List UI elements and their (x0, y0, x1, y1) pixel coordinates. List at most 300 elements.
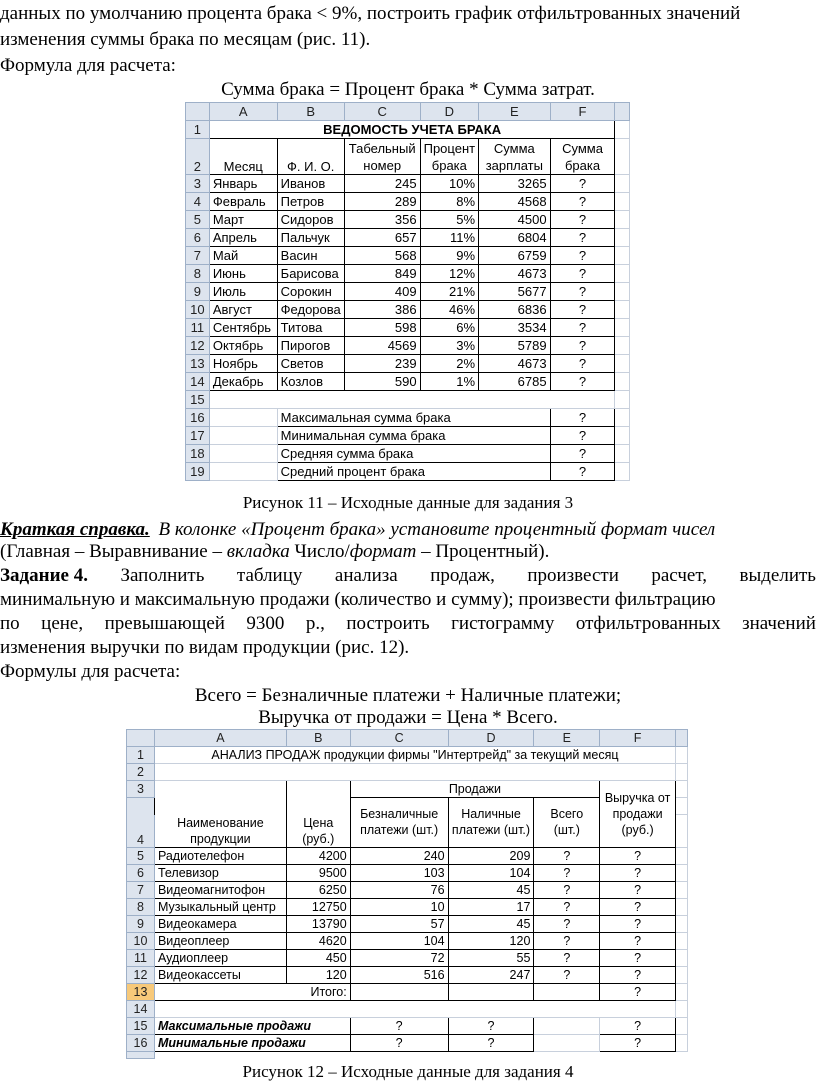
table-cell[interactable]: 10% (420, 175, 478, 193)
note-line (0, 518, 816, 542)
table-cell[interactable]: 590 (344, 373, 420, 391)
cell[interactable]: ? (350, 1034, 448, 1051)
table-cell[interactable]: 4620 (286, 932, 350, 949)
row-header[interactable] (127, 798, 155, 815)
row-header[interactable]: 3 (127, 781, 155, 798)
table-cell[interactable]: Ноябрь (209, 355, 277, 373)
row-header[interactable]: 16 (127, 1034, 155, 1051)
spreadsheet-figure-11 (185, 102, 630, 481)
row-header[interactable]: 18 (186, 445, 210, 463)
column-header[interactable]: A (209, 103, 277, 121)
table-cell[interactable]: 3% (420, 337, 478, 355)
column-header[interactable] (615, 103, 630, 121)
task-word: отфильтрованных (575, 613, 721, 634)
column-header[interactable]: A (154, 730, 286, 747)
header-cell[interactable]: Наименование продукции (154, 815, 286, 848)
table-cell[interactable]: 386 (344, 301, 420, 319)
table-cell[interactable]: 103 (350, 864, 448, 881)
table-cell[interactable]: 516 (350, 966, 448, 983)
note-text: (Главная – Выравнивание – (0, 541, 227, 562)
table-cell[interactable]: ? (600, 932, 676, 949)
cell[interactable] (615, 139, 630, 175)
table-cell[interactable]: 657 (344, 229, 420, 247)
figure-caption: Рисунок 11 – Исходные данные для задания 3 (242, 493, 574, 512)
task-word: расчет, (651, 565, 707, 586)
table-cell[interactable]: 598 (344, 319, 420, 337)
cell[interactable] (676, 847, 688, 864)
cell[interactable] (676, 932, 688, 949)
table-cell[interactable]: Телевизор (154, 864, 286, 881)
cell[interactable] (676, 949, 688, 966)
header-cell[interactable]: Месяц (209, 139, 277, 175)
table-cell[interactable]: Козлов (277, 373, 344, 391)
cell[interactable] (286, 781, 350, 815)
cell[interactable] (676, 747, 688, 764)
table-cell[interactable]: Титова (277, 319, 344, 337)
table-cell[interactable]: 6759 (479, 247, 551, 265)
table-cell[interactable]: ? (550, 229, 615, 247)
formula: Выручка от продажи = Цена * Всего. (258, 707, 558, 728)
row-header[interactable]: 9 (127, 915, 155, 932)
table-cell[interactable]: Пальчук (277, 229, 344, 247)
table-cell[interactable]: 4673 (479, 265, 551, 283)
table-cell[interactable]: Март (209, 211, 277, 229)
sheet-title[interactable]: АНАЛИЗ ПРОДАЖ продукции фирмы "Интертрейд" за текущий месяц (154, 747, 675, 764)
table-cell[interactable]: ? (550, 337, 615, 355)
table-cell[interactable]: Апрель (209, 229, 277, 247)
cell[interactable] (676, 781, 688, 798)
table-cell[interactable]: 409 (344, 283, 420, 301)
sheet-title[interactable]: ВЕДОМОСТЬ УЧЕТА БРАКА (209, 121, 615, 139)
cell[interactable] (676, 881, 688, 898)
table-cell[interactable]: ? (534, 915, 600, 932)
table-cell[interactable]: Аудиоплеер (154, 949, 286, 966)
table-cell[interactable]: ? (550, 319, 615, 337)
summary-label[interactable]: Средняя сумма брака (277, 445, 550, 463)
table-cell[interactable]: Сидоров (277, 211, 344, 229)
table-cell[interactable]: 245 (344, 175, 420, 193)
header-cell[interactable]: Всего (шт.) (534, 798, 600, 848)
cell[interactable] (676, 1017, 688, 1034)
row-header[interactable]: 16 (186, 409, 210, 427)
table-cell[interactable]: ? (534, 881, 600, 898)
row-header[interactable]: 15 (186, 391, 210, 409)
table-cell[interactable]: 247 (448, 966, 534, 983)
row-header[interactable]: 12 (127, 966, 155, 983)
table-cell[interactable]: Радиотелефон (154, 847, 286, 864)
cell[interactable] (676, 815, 688, 848)
cell[interactable] (615, 391, 630, 409)
table-cell[interactable]: 12% (420, 265, 478, 283)
table-cell[interactable]: Музыкальный центр (154, 898, 286, 915)
table-cell[interactable]: ? (534, 949, 600, 966)
cell[interactable] (615, 445, 630, 463)
table-cell[interactable]: Февраль (209, 193, 277, 211)
task-line: минимальную и максимальную продажи (количество и сумму); произвести фильтрацию (0, 589, 716, 610)
table-cell[interactable]: 3265 (479, 175, 551, 193)
table-cell[interactable]: 120 (448, 932, 534, 949)
cell[interactable] (209, 409, 277, 427)
row-header[interactable]: 8 (186, 265, 210, 283)
cell[interactable] (615, 283, 630, 301)
column-header[interactable]: E (479, 103, 551, 121)
table-cell[interactable]: ? (600, 915, 676, 932)
cell[interactable] (615, 355, 630, 373)
cell[interactable] (676, 898, 688, 915)
table-cell[interactable]: 120 (286, 966, 350, 983)
table-cell[interactable]: ? (550, 265, 615, 283)
table-cell[interactable]: ? (550, 247, 615, 265)
cell[interactable] (154, 764, 675, 781)
table-cell[interactable]: 46% (420, 301, 478, 319)
header-cell[interactable]: Выручка от продажи (руб.) (600, 781, 676, 848)
table-cell[interactable]: Видеомагнитофон (154, 881, 286, 898)
table-cell[interactable]: 3534 (479, 319, 551, 337)
row-header[interactable]: 8 (127, 898, 155, 915)
cell[interactable] (615, 229, 630, 247)
table-cell[interactable]: ? (534, 864, 600, 881)
corner-cell[interactable] (186, 103, 210, 121)
cell[interactable] (615, 265, 630, 283)
table-cell[interactable]: 45 (448, 915, 534, 932)
task-word: значений (742, 613, 816, 634)
table-cell[interactable]: 4500 (479, 211, 551, 229)
cell[interactable]: ? (448, 1034, 534, 1051)
cell[interactable]: ? (448, 1017, 534, 1034)
column-header[interactable]: B (277, 103, 344, 121)
table-cell[interactable]: ? (600, 881, 676, 898)
table-cell[interactable]: 6785 (479, 373, 551, 391)
column-header[interactable]: F (550, 103, 615, 121)
table-cell[interactable]: 209 (448, 847, 534, 864)
table-cell[interactable]: 568 (344, 247, 420, 265)
cell[interactable] (209, 427, 277, 445)
table-cell[interactable]: 57 (350, 915, 448, 932)
table-cell[interactable]: ? (600, 966, 676, 983)
cell[interactable] (615, 337, 630, 355)
note-text: формат (349, 541, 417, 562)
row-header[interactable]: 14 (127, 1000, 155, 1017)
cell[interactable]: ? (600, 1034, 676, 1051)
table-cell[interactable]: ? (550, 283, 615, 301)
table-cell[interactable]: ? (534, 847, 600, 864)
table-cell[interactable]: ? (600, 847, 676, 864)
row-header[interactable]: 17 (186, 427, 210, 445)
table-cell[interactable]: 12750 (286, 898, 350, 915)
table-cell[interactable]: Федорова (277, 301, 344, 319)
task-label: Задание 4. (0, 565, 88, 586)
table-cell[interactable]: ? (550, 193, 615, 211)
cell[interactable] (676, 764, 688, 781)
table-cell[interactable]: Июнь (209, 265, 277, 283)
task-word: произвести (527, 565, 619, 586)
max-sales-label[interactable]: Максимальные продажи (154, 1017, 350, 1034)
header-cell[interactable]: Цена (руб.) (286, 815, 350, 848)
summary-value[interactable]: ? (550, 409, 615, 427)
task-word: р., (305, 613, 325, 634)
table-cell[interactable]: 1% (420, 373, 478, 391)
table-cell[interactable]: Пирогов (277, 337, 344, 355)
task-word: таблицу (236, 565, 303, 586)
formula: Всего = Безналичные платежи + Наличные платежи; (194, 685, 622, 706)
corner-cell[interactable] (127, 730, 155, 747)
row-header[interactable]: 14 (186, 373, 210, 391)
header-cell[interactable]: Наличные платежи (шт.) (448, 798, 534, 848)
table-cell[interactable]: ? (600, 898, 676, 915)
row-header[interactable]: 7 (127, 881, 155, 898)
table-cell[interactable]: 5677 (479, 283, 551, 301)
table-cell[interactable]: Васин (277, 247, 344, 265)
summary-value[interactable]: ? (550, 427, 615, 445)
table-cell[interactable]: 45 (448, 881, 534, 898)
summary-value[interactable]: ? (550, 463, 615, 481)
table-cell[interactable]: Сорокин (277, 283, 344, 301)
table-cell[interactable]: Август (209, 301, 277, 319)
header-cell[interactable]: Табельный номер (344, 139, 420, 175)
cell[interactable] (615, 121, 630, 139)
cell[interactable] (615, 301, 630, 319)
table-cell[interactable]: 4673 (479, 355, 551, 373)
min-sales-label[interactable]: Минимальные продажи (154, 1034, 350, 1051)
table-cell[interactable]: 6804 (479, 229, 551, 247)
row-header[interactable]: 5 (186, 211, 210, 229)
row-header[interactable]: 12 (186, 337, 210, 355)
table-cell[interactable]: ? (534, 966, 600, 983)
cell[interactable] (615, 409, 630, 427)
summary-value[interactable]: ? (550, 445, 615, 463)
table-cell[interactable]: Январь (209, 175, 277, 193)
note-text: – Процентный). (416, 541, 550, 562)
task-word: Заполнить (120, 565, 205, 586)
table-cell[interactable]: 239 (344, 355, 420, 373)
task-line: Формулы для расчета: (0, 661, 181, 682)
spreadsheet-table (185, 102, 630, 481)
cell[interactable] (676, 1034, 688, 1051)
table-cell[interactable]: 21% (420, 283, 478, 301)
table-cell[interactable]: 17 (448, 898, 534, 915)
column-header[interactable]: E (534, 730, 600, 747)
task-line: изменения выручки по видам продукции (рис. 12). (0, 637, 410, 658)
note-text: Число/ (289, 541, 350, 562)
table-cell[interactable]: 450 (286, 949, 350, 966)
cell[interactable] (615, 211, 630, 229)
cell[interactable] (676, 966, 688, 983)
table-cell[interactable]: 356 (344, 211, 420, 229)
table-cell[interactable]: Петров (277, 193, 344, 211)
cell[interactable] (676, 864, 688, 881)
cell[interactable] (534, 1017, 600, 1034)
cell[interactable] (676, 983, 688, 1000)
cell[interactable] (676, 798, 688, 815)
cell[interactable] (615, 427, 630, 445)
task-word: анализа (334, 565, 398, 586)
cell[interactable]: ? (600, 1017, 676, 1034)
row-header[interactable]: 9 (186, 283, 210, 301)
figure-caption: Рисунок 12 – Исходные данные для задания 4 (242, 1062, 574, 1081)
total-label[interactable]: Итого: (154, 983, 350, 1000)
column-header[interactable]: C (344, 103, 420, 121)
table-cell[interactable]: 6836 (479, 301, 551, 319)
summary-label[interactable]: Максимальная сумма брака (277, 409, 550, 427)
table-cell[interactable]: 240 (350, 847, 448, 864)
table-cell[interactable]: ? (550, 175, 615, 193)
table-cell[interactable]: ? (534, 932, 600, 949)
table-cell[interactable]: 55 (448, 949, 534, 966)
cell[interactable] (154, 1000, 675, 1017)
table-cell[interactable]: ? (550, 301, 615, 319)
task-word: выделить (739, 565, 816, 586)
table-cell[interactable]: 72 (350, 949, 448, 966)
row-header[interactable]: 10 (186, 301, 210, 319)
header-cell[interactable]: Процент брака (420, 139, 478, 175)
row-header[interactable]: 4 (186, 193, 210, 211)
row-header-selected[interactable]: 13 (127, 983, 155, 1000)
table-cell[interactable]: 849 (344, 265, 420, 283)
table-cell[interactable]: ? (600, 864, 676, 881)
task-word: построить (346, 613, 430, 634)
table-cell[interactable]: 4569 (344, 337, 420, 355)
cell[interactable] (676, 915, 688, 932)
table-cell[interactable]: Видеокассеты (154, 966, 286, 983)
table-cell[interactable]: ? (550, 355, 615, 373)
table-cell[interactable]: 104 (350, 932, 448, 949)
cell[interactable] (448, 983, 534, 1000)
table-cell[interactable]: 104 (448, 864, 534, 881)
cell[interactable] (350, 983, 448, 1000)
task-word: превышающей (104, 613, 225, 634)
table-cell[interactable]: ? (534, 898, 600, 915)
cell[interactable] (209, 391, 615, 409)
table-cell[interactable]: 6% (420, 319, 478, 337)
summary-label[interactable]: Минимальная сумма брака (277, 427, 550, 445)
row-header[interactable]: 7 (186, 247, 210, 265)
cell[interactable] (615, 247, 630, 265)
table-cell[interactable]: 5789 (479, 337, 551, 355)
note-text: В колонке «Процент брака» установите процентный формат чисел (158, 519, 716, 540)
task-word: 9300 (246, 613, 285, 634)
task-word: цене, (41, 613, 84, 634)
row-header[interactable]: 1 (127, 747, 155, 764)
sales-header[interactable]: Продажи (350, 781, 599, 798)
table-cell[interactable]: Сентябрь (209, 319, 277, 337)
column-header[interactable]: F (600, 730, 676, 747)
task-word: по (0, 613, 20, 634)
column-header[interactable]: C (350, 730, 448, 747)
summary-label[interactable]: Средний процент брака (277, 463, 550, 481)
column-header[interactable] (676, 730, 688, 747)
table-cell[interactable]: Видеоплеер (154, 932, 286, 949)
row-header[interactable]: 6 (127, 864, 155, 881)
table-cell[interactable]: 2% (420, 355, 478, 373)
row-header[interactable]: 5 (127, 847, 155, 864)
cell[interactable]: ? (350, 1017, 448, 1034)
cell[interactable] (615, 319, 630, 337)
table-cell[interactable]: 76 (350, 881, 448, 898)
table-cell[interactable]: 13790 (286, 915, 350, 932)
column-header[interactable]: D (420, 103, 478, 121)
header-cell[interactable]: Сумма зарплаты (479, 139, 551, 175)
task-line (0, 612, 816, 636)
row-header[interactable]: 13 (186, 355, 210, 373)
header-cell[interactable]: Сумма брака (550, 139, 615, 175)
table-cell[interactable]: Светов (277, 355, 344, 373)
cell[interactable] (615, 463, 630, 481)
header-cell[interactable]: Ф. И. О. (277, 139, 344, 175)
table-cell[interactable]: Июль (209, 283, 277, 301)
text-line: Формула для расчета: (0, 55, 176, 76)
column-header[interactable]: B (286, 730, 350, 747)
spreadsheet-figure-12 (126, 729, 688, 1059)
column-header[interactable]: D (448, 730, 534, 747)
row-header[interactable]: 15 (127, 1017, 155, 1034)
table-cell[interactable]: ? (600, 949, 676, 966)
task-word: гистограмму (451, 613, 555, 634)
row-header[interactable]: 6 (186, 229, 210, 247)
table-cell[interactable]: 289 (344, 193, 420, 211)
row-header[interactable]: 2 (127, 764, 155, 781)
note-line (0, 540, 549, 564)
cell[interactable]: ? (600, 983, 676, 1000)
table-cell[interactable]: 11% (420, 229, 478, 247)
note-label: Краткая справка. (0, 519, 150, 540)
cell[interactable] (534, 983, 600, 1000)
cell[interactable] (154, 781, 286, 815)
table-cell[interactable]: Декабрь (209, 373, 277, 391)
task-line (0, 564, 816, 588)
table-cell[interactable]: ? (550, 211, 615, 229)
table-cell[interactable]: 4200 (286, 847, 350, 864)
row-header[interactable] (127, 1051, 155, 1058)
formula: Сумма брака = Процент брака * Сумма затрат. (221, 79, 595, 100)
row-header[interactable]: 10 (127, 932, 155, 949)
table-cell[interactable]: Октябрь (209, 337, 277, 355)
cell[interactable] (154, 1051, 687, 1058)
row-header[interactable]: 19 (186, 463, 210, 481)
table-cell[interactable]: Иванов (277, 175, 344, 193)
table-cell[interactable]: 9500 (286, 864, 350, 881)
row-header[interactable]: 4 (127, 815, 155, 848)
table-cell[interactable]: Видеокамера (154, 915, 286, 932)
table-cell[interactable]: 10 (350, 898, 448, 915)
table-cell[interactable]: 4568 (479, 193, 551, 211)
table-cell[interactable]: 9% (420, 247, 478, 265)
text-line: данных по умолчанию процента брака < 9%, построить график отфильтрованных значений (0, 3, 741, 24)
row-header[interactable]: 1 (186, 121, 210, 139)
table-cell[interactable]: Май (209, 247, 277, 265)
cell[interactable] (676, 1000, 688, 1017)
cell[interactable] (209, 463, 277, 481)
cell[interactable] (209, 445, 277, 463)
note-text: вкладка (226, 541, 290, 562)
cell[interactable] (615, 175, 630, 193)
table-cell[interactable]: Барисова (277, 265, 344, 283)
spreadsheet-table (126, 729, 688, 1059)
table-cell[interactable]: 5% (420, 211, 478, 229)
row-header[interactable]: 11 (186, 319, 210, 337)
cell[interactable] (615, 193, 630, 211)
table-cell[interactable]: 8% (420, 193, 478, 211)
row-header[interactable]: 11 (127, 949, 155, 966)
header-cell[interactable]: Безналичные платежи (шт.) (350, 798, 448, 848)
text-line: изменения суммы брака по месяцам (рис. 11). (0, 29, 371, 50)
cell[interactable] (534, 1034, 600, 1051)
task-word: продаж, (430, 565, 495, 586)
cell[interactable] (615, 373, 630, 391)
row-header[interactable]: 3 (186, 175, 210, 193)
row-header[interactable]: 2 (186, 139, 210, 175)
table-cell[interactable]: ? (550, 373, 615, 391)
table-cell[interactable]: 6250 (286, 881, 350, 898)
